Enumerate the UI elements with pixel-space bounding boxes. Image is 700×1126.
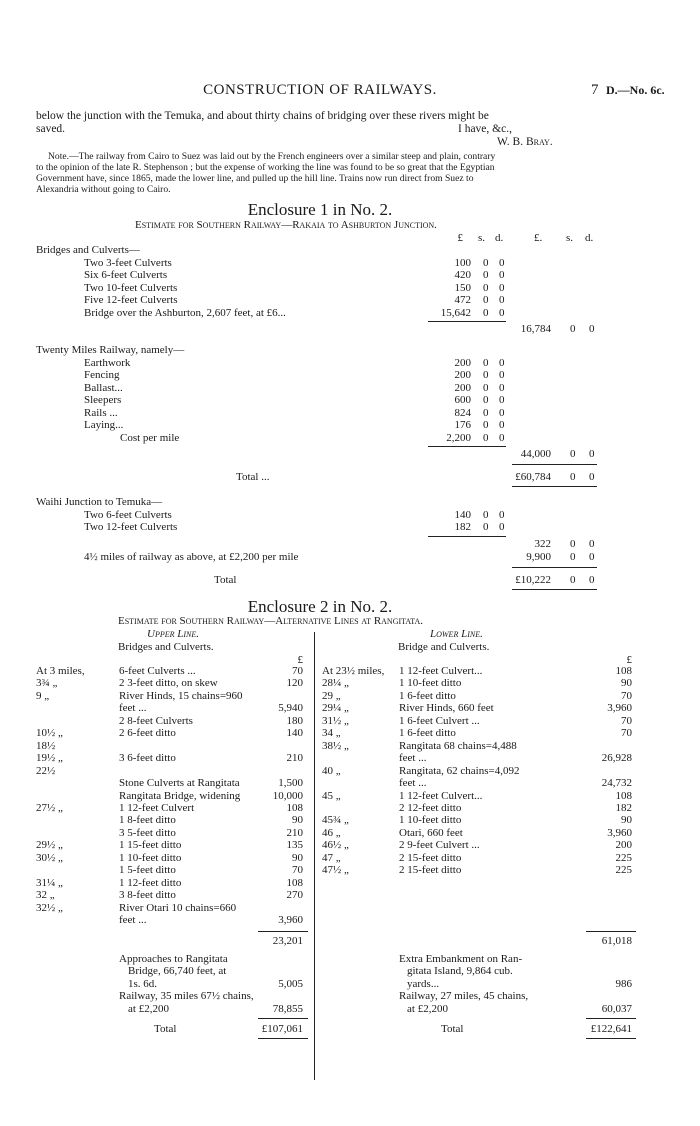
upper-item: 3 5-feet ditto [119, 826, 176, 839]
bridges-row-shillings: 0 [483, 256, 489, 269]
lower-railway-value: 60,037 [601, 1002, 632, 1015]
column-divider [314, 632, 315, 1080]
bridges-row-pence: 0 [499, 294, 505, 306]
bridges-row-shillings: 0 [483, 306, 489, 319]
upper-value: 270 [286, 889, 303, 902]
upper-item: 1 8-feet ditto [119, 814, 176, 827]
lower-value: 26,928 [601, 752, 632, 765]
total-label: Total [214, 573, 237, 586]
bridges-row-pounds: 472 [454, 294, 471, 306]
bridges-row-pounds: 15,642 [440, 306, 471, 319]
waihi-subtotal-pence: 0 [589, 537, 595, 550]
grand-total-2-pounds: £10,222 [515, 573, 551, 586]
upper-mileage: 18½ [36, 739, 56, 752]
note-line-3: Government have, since 1865, made the lower line, and pulled up the hill line. Trains now run direct from Suez to [36, 173, 474, 184]
intro-line-2: saved. [36, 123, 66, 135]
running-header: CONSTRUCTION OF RAILWAYS. [203, 82, 437, 98]
bridges-row-label: Two 10-feet Culverts [84, 281, 178, 294]
lower-item: 2 15-feet ditto [399, 864, 462, 877]
grand-total-2-shillings: 0 [570, 573, 576, 586]
upper-value: 135 [286, 839, 303, 852]
lower-item: 1 10-feet ditto [399, 677, 462, 690]
upper-item: 2 3-feet ditto, on skew [119, 677, 218, 690]
currency-pence: d. [495, 232, 504, 244]
lower-item: Rangitata, 62 chains=4,092 [399, 764, 520, 777]
miles-total-shillings: 0 [570, 550, 576, 563]
lower-mileage: 45¾ „ [322, 814, 349, 827]
lower-total-label: Total [441, 1023, 464, 1036]
total-rule [258, 1018, 308, 1019]
upper-item: Stone Culverts at Rangitata [119, 777, 240, 790]
lower-value: 108 [615, 665, 632, 677]
upper-item: feet ... [119, 914, 147, 926]
document-number: D.—No. 6c. [606, 83, 665, 97]
railway-row-pence: 0 [499, 394, 505, 406]
bridges-row-pence: 0 [499, 306, 505, 319]
upper-total-label: Total [154, 1023, 177, 1036]
lower-item: 2 12-feet ditto [399, 801, 462, 814]
upper-mileage: 31¼ „ [36, 876, 63, 889]
lower-value: 70 [621, 689, 632, 702]
railway-row-pence: 0 [499, 431, 505, 444]
upper-value: 70 [292, 864, 303, 877]
waihi-subtotal-pounds: 322 [534, 537, 551, 550]
lower-railway: at £2,200 [407, 1002, 448, 1015]
railway-total-pence: 0 [589, 448, 595, 460]
lower-mileage: At 23½ miles, [322, 665, 385, 677]
miles-label: 4½ miles of railway as above, at £2,200 per mile [84, 550, 299, 563]
subtotal-rule [428, 321, 506, 322]
bridges-row-pence: 0 [499, 256, 505, 269]
upper-item: feet ... [119, 702, 147, 715]
lower-subheading: Bridge and Culverts. [398, 641, 490, 653]
railway-total-shillings: 0 [570, 448, 576, 460]
upper-mileage: At 3 miles, [36, 665, 85, 677]
bridges-row-shillings: 0 [483, 281, 489, 294]
railway-row-pence: 0 [499, 369, 505, 381]
lower-extra: yards... [407, 977, 440, 990]
lower-value: 108 [615, 789, 632, 802]
waihi-subtotal-shillings: 0 [570, 537, 576, 550]
upper-value: 10,000 [272, 789, 303, 802]
section-heading: Waihi Junction to Temuka— [36, 496, 163, 508]
railway-row-shillings: 0 [483, 419, 489, 431]
lower-mileage: 46½ „ [322, 839, 349, 852]
upper-value: 180 [286, 714, 303, 727]
railway-row-label: Earthwork [84, 356, 131, 369]
railway-row-shillings: 0 [483, 369, 489, 381]
railway-row-label: Fencing [84, 369, 120, 381]
lower-mileage: 28¼ „ [322, 677, 349, 690]
enclosure-2-subtitle: Estimate for Southern Railway—Alternative Lines at Rangitata. [118, 615, 424, 627]
bridges-row-pence: 0 [499, 269, 505, 281]
note-line-1: Note.—The railway from Cairo to Suez was laid out by the French engineers over a similar steep and plain, contrary [48, 151, 496, 162]
lower-currency: £ [626, 654, 632, 666]
railway-row-shillings: 0 [483, 431, 489, 444]
railway-row-label: Laying... [84, 419, 124, 431]
bridges-row-label: Five 12-feet Culverts [84, 294, 178, 306]
total-rule [512, 567, 597, 568]
subtotal-rule [586, 931, 636, 932]
miles-total-pounds: 9,900 [526, 550, 551, 563]
total-label: Total ... [236, 471, 270, 483]
upper-item: 3 8-feet ditto [119, 889, 176, 902]
lower-item: feet ... [399, 752, 427, 765]
bridges-total-pounds: 16,784 [520, 323, 551, 335]
lower-value: 225 [615, 864, 632, 877]
grand-total-1-pence: 0 [589, 471, 595, 483]
upper-value: 210 [286, 752, 303, 765]
waihi-row-pence: 0 [499, 521, 505, 533]
lower-value: 3,960 [607, 826, 632, 839]
upper-value: 140 [286, 727, 303, 740]
subtotal-rule [258, 931, 308, 932]
upper-item: 1 12-feet Culvert [119, 801, 195, 814]
bridges-row-pounds: 100 [454, 256, 471, 269]
lower-item: 2 9-feet Culvert ... [399, 839, 480, 852]
lower-mileage: 34 „ [322, 727, 341, 740]
waihi-row-label: Two 6-feet Culverts [84, 508, 172, 521]
lower-item: 1 10-feet ditto [399, 814, 462, 827]
railway-row-label: Rails ... [84, 406, 118, 419]
upper-mileage: 19½ „ [36, 752, 63, 765]
currency-pounds-total: £. [534, 232, 543, 244]
upper-item: 1 10-feet ditto [119, 851, 182, 864]
lower-extra: Extra Embankment on Ran- [399, 953, 523, 965]
upper-currency: £ [297, 654, 303, 666]
section-heading: Twenty Miles Railway, namely— [36, 344, 185, 356]
railway-total-pounds: 44,000 [520, 448, 551, 460]
railway-row-pounds: 600 [454, 394, 471, 406]
upper-item: 1 15-feet ditto [119, 839, 182, 852]
lower-value: 225 [615, 851, 632, 864]
grand-total-2-pence: 0 [589, 573, 595, 586]
upper-subheading: Bridges and Culverts. [118, 641, 214, 653]
upper-value: 5,940 [278, 702, 303, 715]
total-rule [586, 1018, 636, 1019]
upper-value: 210 [286, 826, 303, 839]
bridges-row-pounds: 150 [454, 281, 471, 294]
total-rule [586, 1038, 636, 1039]
currency-shillings-total: s. [566, 232, 574, 244]
signature: W. B. Bray. [497, 136, 553, 148]
upper-item: 3 6-feet ditto [119, 752, 176, 765]
lower-item: 1 12-feet Culvert... [399, 789, 483, 802]
upper-value: 108 [286, 801, 303, 814]
railway-row-pounds: 176 [454, 419, 471, 431]
grand-total-1-pounds: £60,784 [515, 471, 551, 483]
closing: I have, &c., [458, 123, 512, 135]
upper-mileage: 10½ „ [36, 727, 63, 740]
lower-line-title: Lower Line. [430, 628, 483, 640]
upper-line-title: Upper Line. [147, 628, 199, 640]
upper-item: 2 6-feet ditto [119, 727, 176, 740]
lower-item: 1 6-feet ditto [399, 689, 456, 702]
bridges-total-shillings: 0 [570, 323, 576, 335]
lower-mileage: 45 „ [322, 789, 341, 802]
upper-item: Rangitata Bridge, widening [119, 789, 241, 802]
lower-value: 70 [621, 727, 632, 740]
railway-row-shillings: 0 [483, 406, 489, 419]
lower-mileage: 38½ „ [322, 739, 349, 752]
railway-row-pence: 0 [499, 381, 505, 394]
lower-mileage: 40 „ [322, 764, 341, 777]
upper-mileage: 3¾ „ [36, 677, 58, 690]
railway-row-pounds: 2,200 [446, 431, 471, 444]
bridges-row-pence: 0 [499, 281, 505, 294]
total-rule [512, 486, 597, 487]
waihi-row-label: Two 12-feet Culverts [84, 521, 178, 533]
railway-row-pence: 0 [499, 356, 505, 369]
bridges-row-pounds: 420 [454, 269, 471, 281]
railway-row-label: Ballast... [84, 381, 123, 394]
lower-item: 1 6-feet Culvert ... [399, 714, 480, 727]
subtotal-rule [428, 446, 506, 447]
upper-value: 70 [292, 665, 303, 677]
total-rule [258, 1038, 308, 1039]
waihi-row-pounds: 182 [454, 521, 471, 533]
bridges-row-shillings: 0 [483, 294, 489, 306]
waihi-row-shillings: 0 [483, 508, 489, 521]
railway-row-label: Cost per mile [120, 431, 180, 444]
lower-value: 90 [621, 677, 632, 690]
railway-row-shillings: 0 [483, 381, 489, 394]
waihi-row-pence: 0 [499, 508, 505, 521]
upper-mileage: 9 „ [36, 689, 50, 702]
railway-row-label: Sleepers [84, 394, 122, 406]
upper-railway: at £2,200 [128, 1002, 169, 1015]
miles-total-pence: 0 [589, 550, 595, 563]
lower-value: 200 [615, 839, 632, 852]
lower-extra-value: 986 [615, 977, 632, 990]
total-rule [512, 589, 597, 590]
lower-item: 1 12-feet Culvert... [399, 665, 483, 677]
lower-item: feet ... [399, 777, 427, 790]
upper-item: 1 12-feet ditto [119, 876, 182, 889]
bridges-row-label: Bridge over the Ashburton, 2,607 feet, at £6... [84, 306, 286, 319]
waihi-row-shillings: 0 [483, 521, 489, 533]
lower-value: 3,960 [607, 702, 632, 715]
bridges-row-shillings: 0 [483, 269, 489, 281]
lower-item: River Hinds, 660 feet [399, 702, 494, 715]
bridges-total-pence: 0 [589, 323, 595, 335]
lower-mileage: 47½ „ [322, 864, 349, 877]
bridges-row-label: Two 3-feet Culverts [84, 256, 172, 269]
note-line-2: to the opinion of the late R. Stephenson ; but the expense of working the line was found to be so great that the Egyptian [36, 162, 495, 173]
upper-mileage: 32½ „ [36, 901, 63, 914]
section-heading: Bridges and Culverts— [36, 244, 140, 256]
railway-row-shillings: 0 [483, 394, 489, 406]
lower-extra: gitata Island, 9,864 cub. [407, 965, 513, 978]
currency-pounds: £ [457, 232, 463, 244]
currency-shillings: s. [478, 232, 486, 244]
lower-item: Rangitata 68 chains=4,488 [399, 739, 517, 752]
upper-railway-value: 78,855 [272, 1002, 303, 1015]
upper-value: 108 [286, 876, 303, 889]
upper-value: 90 [292, 851, 303, 864]
upper-railway: Railway, 35 miles 67½ chains, [119, 990, 254, 1003]
upper-mileage: 32 „ [36, 889, 55, 902]
lower-subtotal: 61,018 [601, 935, 632, 947]
upper-approach: 1s. 6d. [128, 977, 158, 990]
subtotal-rule [428, 536, 506, 537]
upper-item: River Hinds, 15 chains=960 [119, 689, 243, 702]
lower-total: £122,641 [590, 1023, 632, 1036]
railway-row-pounds: 200 [454, 356, 471, 369]
railway-row-pence: 0 [499, 419, 505, 431]
upper-value: 90 [292, 814, 303, 827]
lower-mileage: 29¼ „ [322, 702, 349, 715]
upper-approach: Bridge, 66,740 feet, at [128, 965, 227, 978]
upper-item: 1 5-feet ditto [119, 864, 176, 877]
lower-mileage: 47 „ [322, 851, 341, 864]
upper-mileage: 29½ „ [36, 839, 63, 852]
upper-value: 1,500 [278, 777, 303, 790]
enclosure-1-title: Enclosure 1 in No. 2. [247, 200, 393, 219]
upper-total: £107,061 [261, 1023, 303, 1036]
enclosure-2-title: Enclosure 2 in No. 2. [247, 597, 393, 616]
upper-value: 3,960 [278, 914, 303, 926]
upper-item: 6-feet Culverts ... [119, 665, 196, 677]
lower-mileage: 46 „ [322, 826, 341, 839]
bridges-row-label: Six 6-feet Culverts [84, 269, 168, 281]
railway-row-pence: 0 [499, 406, 505, 419]
page-number: 7 [591, 82, 599, 98]
upper-subtotal: 23,201 [272, 935, 303, 947]
lower-railway: Railway, 27 miles, 45 chains, [399, 990, 529, 1003]
railway-row-pounds: 824 [454, 406, 471, 419]
waihi-row-pounds: 140 [454, 508, 471, 521]
railway-row-pounds: 200 [454, 381, 471, 394]
lower-item: 1 6-feet ditto [399, 727, 456, 740]
lower-mileage: 29 „ [322, 689, 341, 702]
grand-total-1-shillings: 0 [570, 471, 576, 483]
upper-mileage: 30½ „ [36, 851, 63, 864]
railway-row-pounds: 200 [454, 369, 471, 381]
upper-item: River Otari 10 chains=660 [119, 901, 237, 914]
upper-approach-value: 5,005 [278, 977, 303, 990]
currency-pence-total: d. [585, 232, 594, 244]
lower-item: Otari, 660 feet [399, 826, 463, 839]
upper-mileage: 27½ „ [36, 801, 63, 814]
lower-item: 2 15-feet ditto [399, 851, 462, 864]
lower-value: 90 [621, 814, 632, 827]
enclosure-1-subtitle: Estimate for Southern Railway—Rakaia to Ashburton Junction. [135, 219, 437, 231]
upper-value: 120 [286, 677, 303, 690]
railway-row-shillings: 0 [483, 356, 489, 369]
lower-mileage: 31½ „ [322, 714, 349, 727]
lower-value: 70 [621, 714, 632, 727]
upper-item: 2 8-feet Culverts [119, 714, 193, 727]
upper-approach: Approaches to Rangitata [119, 953, 228, 965]
intro-line-1: below the junction with the Temuka, and about thirty chains of bridging over these rivers might be [36, 110, 489, 122]
upper-mileage: 22½ [36, 764, 56, 777]
lower-value: 182 [615, 801, 632, 814]
note-line-4: Alexandria without going to Cairo. [36, 184, 171, 195]
total-rule [512, 464, 597, 465]
lower-value: 24,732 [601, 777, 632, 790]
